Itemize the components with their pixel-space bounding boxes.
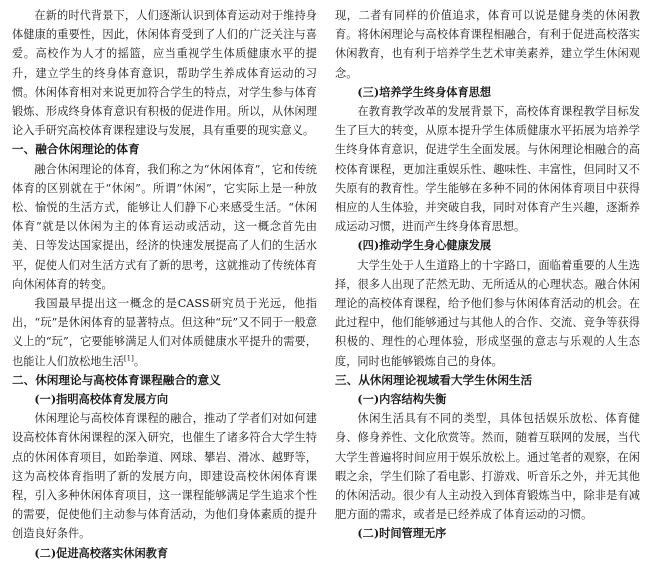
paragraph-text: 我国最早提出这一概念的是CASS研究员于光远，他指出，“玩”是休闲体育的显著特点。但这种“玩”又不同于一般意义上的“玩”，它要能够满足人们对体质健康水平提升的需要，也能让人们放松地生活	[12, 297, 317, 368]
paragraph-lifelong-sports: 在教育教学改革的发展背景下，高校体育课程教学目标发生了巨大的转变，从原本提升学生体质健康水平拓展为培养学生终身体育意识，促进学生全面发展。与休闲理论相融合的高校体育课程，更加注重娱乐性、趣味性、丰富性，但同时又不失原有的教育性。学生能够在多种不同的休闲体育项目中获得相应的人生体验，并突破自我，同时对体育产生兴趣，逐渐养成运动习惯，进而产生终身体育思想。	[335, 105, 640, 234]
paragraph-development-direction: 休闲理论与高校体育课程的融合，推动了学者们对如何建设高校体育休闲课程的深入研究，也催生了诸多符合大学生特点的休闲体育项目，如跆拳道、网球、攀岩、滑冰、越野等，这为高校体育指明了新的发展方向，即建设高校休闲体育课程，引入多种休闲体育项目，这一课程能够满足学生追求个性的需要，促使他们主动参与体育活动，为他们身体素质的提升创造良好条件。	[12, 412, 317, 541]
paragraph-end: 。	[133, 354, 146, 368]
intro-paragraph: 在新的时代背景下，人们逐渐认识到体育运动对于维持身体健康的重要性，因此，休闲体育受到了人们的广泛关注与喜爱。高校作为人才的摇篮，应当重视学生体质健康水平的提升，建立学生的终身体育意识，帮助学生养成体育运动的习惯。休闲体育相对来说更加符合学生的特点，对学生参与体育锻炼、形成终身体育意识有积极的促进作用。所以，从休闲理论入手研究高校体育课程建设与发展，具有重要的现实意义。	[12, 9, 317, 138]
paragraph-structure-imbalance: 休闲生活具有不同的类型，具体包括娱乐放松、体育健身、修身养性、文化欣赏等。然而，随着互联网的发展，当代大学生普遍将时间应用于娱乐放松上。通过笔者的观察，在闲暇之余，学生们除了看电影、打游戏、听音乐之外，并无其他的休闲活动。很少有人主动投入到体育锻炼当中，除非是有减肥方面的需求，或者是已经养成了体育运动的习惯。	[335, 412, 640, 522]
right-column	[335, 6, 640, 571]
subsection-heading-2-2: (二)促进高校落实休闲教育	[34, 545, 169, 560]
subsection-heading-3-2: (二)时间管理无序	[357, 526, 447, 541]
subsection-heading-2-1: (一)指明高校体育发展方向	[34, 392, 169, 407]
section-heading-1: 一、融合休闲理论的体育	[12, 142, 140, 157]
paragraph-mental-health: 大学生处于人生道路上的十字路口，面临着重要的人生选择，很多人出现了茫然无助、无所适从的心理状态。融合休闲理论的高校体育课程，给予他们参与休闲体育活动的机会。在此过程中，他们能够通过与其他人的合作、交流、竞争等获得积极的、理性的心理体验，形成坚强的意志与乐观的人生态度，同时也能够锻炼自己的身体。	[335, 258, 640, 368]
section-heading-2: 二、休闲理论与高校体育课程融合的意义	[12, 372, 221, 387]
paragraph-leisure-sports-definition: 融合休闲理论的体育，我们称之为“休闲体育”，它和传统体育的区别就在于“休闲”。所谓“休闲”，它实际上是一种放松、愉悦的生活方式，能够让人们静下心来感受生活。“休闲体育”就是以休闲为主的体育运动或活动，这一概念首先由美、日等发达国家提出，经济的快速发展提高了人们的生活水平，促使人们对生活方式有了新的思考，这就推动了传统体育向休闲体育的转变。	[12, 162, 317, 291]
citation-marker: [1]	[123, 353, 134, 362]
paragraph-continued: 现，二者有同样的价值追求，体育可以说是健身类的休闲教育。将休闲理论与高校体育课程相融合，有利于促进高校落实休闲教育，也有利于培养学生艺术审美素养，建立学生休闲观念。	[335, 9, 640, 80]
paragraph-cass-researcher	[12, 294, 317, 371]
subsection-heading-3-1: (一)内容结构失衡	[357, 392, 447, 407]
subsection-heading-2-3: (三)培养学生终身体育思想	[357, 84, 492, 99]
section-heading-3: 三、从休闲理论视域看大学生休闲生活	[335, 372, 533, 387]
left-column	[12, 6, 317, 571]
subsection-heading-2-4: (四)推动学生身心健康发展	[357, 238, 492, 253]
